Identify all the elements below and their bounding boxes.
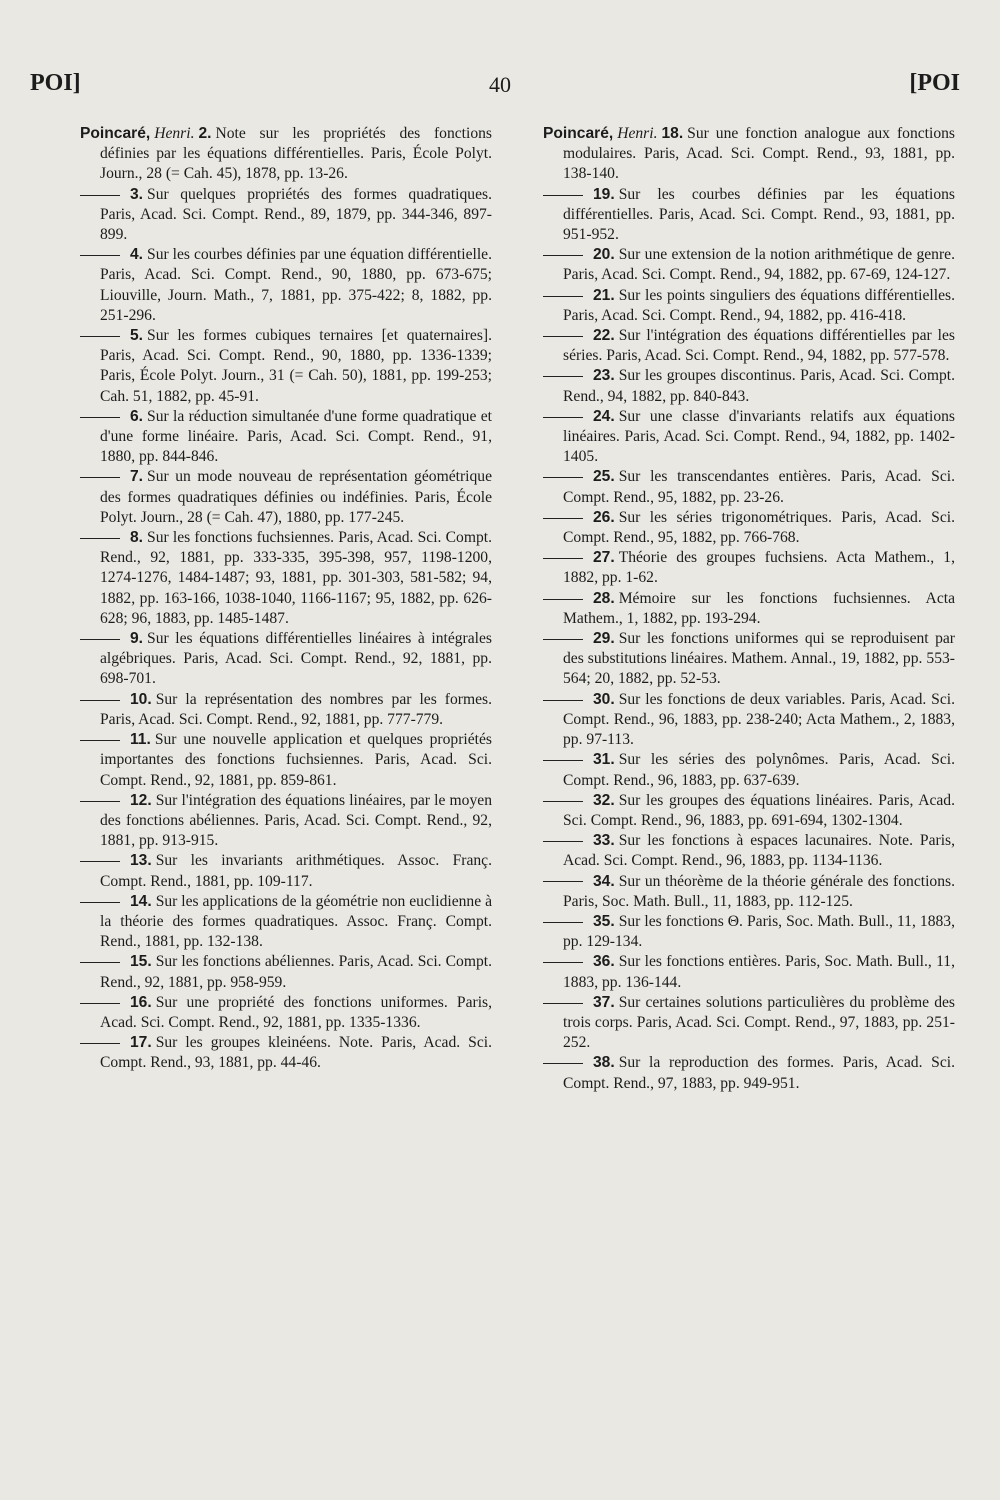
ditto-dash [543,518,583,519]
entry-number: 11. [130,731,151,749]
ditto-dash [543,255,583,256]
entry-number: 15. [130,953,152,971]
ditto-dash [80,255,120,256]
bibliography-entry [80,185,492,246]
left-column [80,124,492,1074]
ditto-dash [80,417,120,418]
entry-number: 36. [593,953,615,971]
entry-number: 4. [130,246,144,264]
ditto-dash [80,538,120,539]
ditto-dash [80,1043,120,1044]
bibliography-entry [543,185,955,246]
ditto-dash [543,599,583,600]
ditto-dash [80,902,120,903]
entry-number: 21. [593,286,615,304]
bibliography-entry [543,831,955,871]
entry-text: Sur les fonctions fuchsiennes. Paris, Acad. Sci. Compt. Rend., 92, 1881, pp. 333-335, 395-398, 957, 1198-1200, 1274-1276, 1484-1487; 93, 1881, pp. 301-303, 581-582; 94, 1882, pp. 163-166, 1038-1040, 1166-1167; 95, 1882, pp. 626-628; 96, 1883, pp. 1485-1487. [100,529,492,627]
bibliography-entry [80,993,492,1033]
entry-text: Sur les fonctions de deux variables. Paris, Acad. Sci. Compt. Rend., 96, 1883, pp. 238-240; Acta Mathem., 2, 1883, pp. 97-113. [563,690,955,749]
entry-text: Sur les fonctions uniformes qui se reproduisent par des substitutions linéaires. Mathem. Annal., 19, 1882, pp. 553-564; 20, 1882, pp. 52-53. [563,630,955,688]
entry-number: 28. [593,589,615,607]
entry-text: Sur une classe d'invariants relatifs aux équations linéaires. Paris, Acad. Sci. Compt. Rend., 94, 1882, pp. 1402-1405. [563,407,955,466]
entry-number: 29. [593,630,615,648]
bibliography-entry [543,872,955,912]
ditto-dash [543,296,583,297]
right-column [543,124,955,1094]
ditto-dash [543,841,583,842]
bibliography-entry [543,690,955,751]
bibliography-entry [80,245,492,326]
entry-number: 10. [130,690,152,708]
bibliography-entry [80,528,492,629]
ditto-dash [80,639,120,640]
entry-number: 38. [593,1054,615,1072]
bibliography-entry [543,508,955,548]
entry-number: 35. [593,912,615,930]
entry-number: 22. [593,327,615,345]
ditto-dash [543,760,583,761]
entry-text: Sur la réduction simultanée d'une forme quadratique et d'une forme linéaire. Paris, Acad. Sci. Compt. Rend., 91, 1880, pp. 844-846. [100,407,492,466]
ditto-dash [543,195,583,196]
entry-text: Sur les groupes des équations linéaires. Paris, Acad. Sci. Compt. Rend., 96, 1883, pp. 691-694, 1302-1304. [563,791,955,829]
ditto-dash [543,376,583,377]
entry-text: Sur l'intégration des équations différentielles par les séries. Paris, Acad. Sci. Compt. Rend., 94, 1882, pp. 577-578. [563,327,955,365]
entry-text: Sur une propriété des fonctions uniformes. Paris, Acad. Sci. Compt. Rend., 92, 1881, pp. 1335-1336. [100,993,492,1031]
entry-number: 5. [130,327,144,345]
bibliography-entry [543,124,955,185]
bibliography-entry [543,548,955,588]
entry-number: 33. [593,832,615,850]
page-number: 40 [489,72,511,97]
bibliography-entry [543,366,955,406]
entry-text: Sur les courbes définies par les équations différentielles. Paris, Acad. Sci. Compt. Rend., 93, 1881, pp. 951-952. [563,185,955,244]
bibliography-entry [80,690,492,730]
ditto-dash [80,801,120,802]
entry-text: Sur les équations différentielles linéaires à intégrales algébriques. Paris, Acad. Sci. Compt. Rend., 92, 1881, pp. 698-701. [100,630,492,688]
entry-text: Sur les séries des polynômes. Paris, Acad. Sci. Compt. Rend., 96, 1883, pp. 637-639. [563,751,955,789]
entry-text: Mémoire sur les fonctions fuchsiennes. Acta Mathem., 1, 1882, pp. 193-294. [563,589,955,627]
entry-text: Sur la représentation des nombres par les formes. Paris, Acad. Sci. Compt. Rend., 92, 1881, pp. 777-779. [100,690,492,728]
bibliography-entry [80,326,492,407]
entry-text: Théorie des groupes fuchsiens. Acta Mathem., 1, 1882, pp. 1-62. [563,549,955,587]
ditto-dash [80,700,120,701]
entry-number: 27. [593,549,615,567]
ditto-dash [543,801,583,802]
entry-text: Sur la reproduction des formes. Paris, Acad. Sci. Compt. Rend., 97, 1883, pp. 949-951. [563,1054,955,1092]
entry-number: 32. [593,791,615,809]
bibliography-entry [80,892,492,953]
entry-text: Sur les formes cubiques ternaires [et quaternaires]. Paris, Acad. Sci. Compt. Rend., 90, 1880, pp. 1336-1339; Paris, École Polyt. Journ., 31 (= Cah. 50), 1881, pp. 199-253; Cah. 51, 1882, pp. 45-91. [100,327,492,405]
entry-number: 12. [130,791,152,809]
bibliography-entry [543,286,955,326]
entry-text: Sur une fonction analogue aux fonctions modulaires. Paris, Acad. Sci. Compt. Rend., 93, 1881, pp. 138-140. [563,125,955,183]
entry-number: 6. [130,407,144,425]
bibliography-entry [543,1053,955,1093]
bibliography-entry [543,629,955,690]
bibliography-entry [543,589,955,629]
entry-number: 20. [593,246,615,264]
bibliography-entry [543,952,955,992]
author-surname: Poincaré, [80,125,151,142]
ditto-dash [80,195,120,196]
entry-number: 34. [593,872,615,890]
entry-number: 14. [130,892,152,910]
bibliography-entry [543,750,955,790]
entry-number: 3. [130,185,144,203]
bibliography-entry [80,791,492,852]
author-surname: Poincaré, [543,125,614,142]
ditto-dash [543,558,583,559]
entry-text: Sur les courbes définies par une équation différentielle. Paris, Acad. Sci. Compt. Rend., 90, 1880, pp. 673-675; Liouville, Journ. Math., 7, 1881, pp. 375-422; 8, 1882, pp. 251-296. [100,246,492,324]
entry-number: 13. [130,852,152,870]
entry-text: Sur l'intégration des équations linéaires, par le moyen des fonctions abéliennes. Paris, Acad. Sci. Compt. Rend., 92, 1881, pp. 913-915. [100,791,492,850]
bibliography-entry [80,124,492,185]
running-head-left: POI] [30,70,81,96]
ditto-dash [80,336,120,337]
entry-number: 23. [593,367,615,385]
ditto-dash [543,700,583,701]
entry-number: 37. [593,993,615,1011]
entry-text: Sur les transcendantes entières. Paris, Acad. Sci. Compt. Rend., 95, 1882, pp. 23-26. [563,468,955,506]
bibliography-entry [543,467,955,507]
bibliography-entry [80,629,492,690]
entry-number: 9. [130,630,144,648]
entry-number: 31. [593,751,615,769]
entry-number: 26. [593,508,615,526]
entry-text: Sur un mode nouveau de représentation géométrique des formes quadratiques définies ou indéfinies. Paris, École Polyt. Journ., 28 (= Cah. 47), 1880, pp. 177-245. [100,468,492,526]
entry-text: Sur une nouvelle application et quelques propriétés importantes des fonctions fuchsiennes. Paris, Acad. Sci. Compt. Rend., 92, 1881, pp. 859-861. [100,731,492,789]
entry-number: 19. [593,185,615,203]
entry-text: Sur une extension de la notion arithmétique de genre. Paris, Acad. Sci. Compt. Rend., 94, 1882, pp. 67-69, 124-127. [563,246,955,284]
bibliography-entry [80,851,492,891]
entry-text: Sur les groupes discontinus. Paris, Acad. Sci. Compt. Rend., 94, 1882, pp. 840-843. [563,367,955,405]
entry-number: 24. [593,407,615,425]
bibliography-entry [543,245,955,285]
ditto-dash [543,1063,583,1064]
bibliography-entry [543,912,955,952]
entry-number: 8. [130,529,144,547]
bibliography-entry [80,730,492,791]
entry-number: 25. [593,468,615,486]
ditto-dash [80,477,120,478]
bibliography-entry [543,791,955,831]
entry-number: 17. [130,1034,152,1052]
entry-text: Note sur les propriétés des fonctions définies par les équations différentielles. Paris, École Polyt. Journ., 28 (= Cah. 45), 1878, pp. 13-26. [100,125,492,183]
ditto-dash [80,962,120,963]
ditto-dash [543,881,583,882]
entry-text: Sur les fonctions à espaces lacunaires. Note. Paris, Acad. Sci. Compt. Rend., 96, 1883, pp. 1134-1136. [563,832,955,870]
ditto-dash [543,417,583,418]
entry-text: Sur les invariants arithmétiques. Assoc. Franç. Compt. Rend., 1881, pp. 109-117. [100,852,492,890]
ditto-dash [80,1003,120,1004]
entry-number: 7. [130,468,144,486]
entry-number: 18. [661,125,684,142]
entry-number: 30. [593,690,615,708]
bibliography-entry [543,326,955,366]
bibliography-entry [80,467,492,528]
ditto-dash [543,336,583,337]
author-first-name: Henri. [154,125,195,142]
bibliography-entry [543,407,955,468]
running-head-right: [POI [909,70,960,96]
author-first-name: Henri. [617,125,658,142]
entry-text: Sur les groupes kleinéens. Note. Paris, Acad. Sci. Compt. Rend., 93, 1881, pp. 44-46. [100,1034,492,1072]
entry-text: Sur les points singuliers des équations différentielles. Paris, Acad. Sci. Compt. Rend., 94, 1882, pp. 416-418. [563,286,955,324]
entry-text: Sur les séries trigonométriques. Paris, Acad. Sci. Compt. Rend., 95, 1882, pp. 766-768. [563,508,955,547]
entry-text: Sur les fonctions Θ. Paris, Soc. Math. Bull., 11, 1883, pp. 129-134. [563,912,955,951]
entry-text: Sur certaines solutions particulières du problème des trois corps. Paris, Acad. Sci. Compt. Rend., 97, 1883, pp. 251-252. [563,993,955,1052]
ditto-dash [543,922,583,923]
bibliography-entry [80,407,492,468]
entry-number: 16. [130,993,152,1011]
bibliography-entry [543,993,955,1054]
ditto-dash [543,477,583,478]
entry-number: 2. [198,125,212,142]
bibliography-entry [80,952,492,992]
ditto-dash [543,1003,583,1004]
entry-text: Sur un théorème de la théorie générale des fonctions. Paris, Soc. Math. Bull., 11, 1883, pp. 112-125. [563,872,955,910]
entry-text: Sur les fonctions entières. Paris, Soc. Math. Bull., 11, 1883, pp. 136-144. [563,953,955,991]
ditto-dash [543,639,583,640]
bibliography-entry [80,1033,492,1073]
entry-text: Sur les fonctions abéliennes. Paris, Acad. Sci. Compt. Rend., 92, 1881, pp. 958-959. [100,953,492,991]
ditto-dash [80,740,120,741]
entry-text: Sur quelques propriétés des formes quadratiques. Paris, Acad. Sci. Compt. Rend., 89, 1879, pp. 344-346, 897-899. [100,185,492,244]
ditto-dash [543,962,583,963]
ditto-dash [80,861,120,862]
entry-text: Sur les applications de la géométrie non euclidienne à la théorie des formes quadratiques. Assoc. Franç. Compt. Rend., 1881, pp. 132-138. [100,892,492,951]
